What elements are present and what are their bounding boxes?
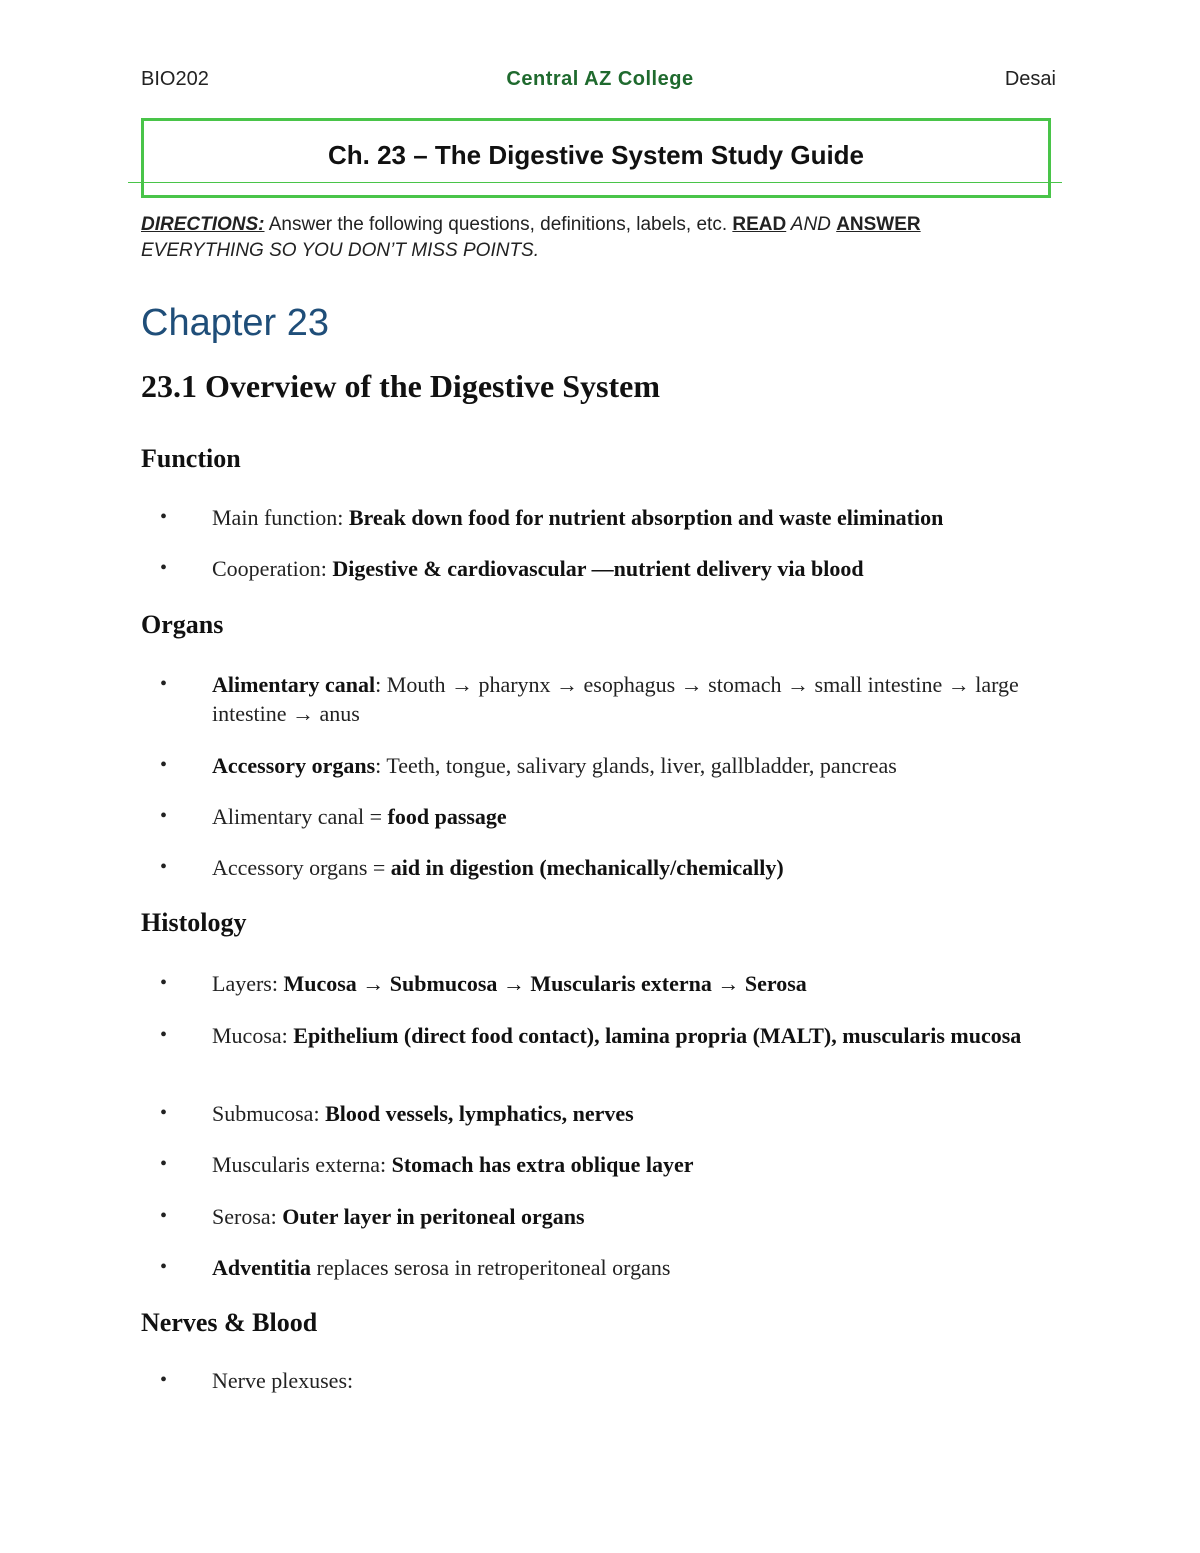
- nerves-heading: Nerves & Blood: [141, 1308, 318, 1337]
- header-instructor: Desai: [1004, 68, 1056, 90]
- organs-heading: Organs: [141, 610, 224, 639]
- function-heading: Function: [141, 444, 241, 473]
- list-item: [160, 670, 1040, 728]
- directions-label: DIRECTIONS:: [141, 214, 265, 235]
- list-item: [160, 751, 1040, 780]
- list-item: [160, 1202, 1040, 1231]
- item-term: Alimentary canal: [212, 672, 376, 697]
- header-course-code: BIO202: [141, 68, 209, 90]
- item-answer: aid in digestion (mechanically/chemically): [390, 855, 784, 880]
- item-label: Alimentary canal =: [212, 804, 388, 829]
- list-item: [160, 853, 1040, 882]
- list-item: [160, 1021, 1040, 1050]
- histology-heading: Histology: [141, 908, 247, 937]
- directions-text: Answer the following questions, definitions, labels, etc.: [264, 214, 733, 235]
- item-answer: Outer layer in peritoneal organs: [282, 1204, 585, 1229]
- item-answer: Blood vessels, lymphatics, nerves: [325, 1101, 634, 1126]
- bullet-icon: •: [160, 754, 168, 776]
- bullet-icon: •: [160, 506, 168, 528]
- item-label: Serosa:: [212, 1204, 283, 1229]
- bullet-icon: •: [160, 1369, 168, 1391]
- item-label: Submucosa:: [212, 1101, 326, 1126]
- bullet-icon: •: [160, 673, 168, 695]
- document-title: Ch. 23 – The Digestive System Study Guide: [327, 140, 865, 170]
- item-answer: Stomach has extra oblique layer: [391, 1152, 694, 1177]
- item-answer: Epithelium (direct food contact), lamina propria (MALT), muscularis mucosa: [293, 1023, 1022, 1048]
- directions-text-2: EVERYTHING SO YOU DON’T MISS POINTS.: [141, 240, 539, 261]
- item-text: : Teeth, tongue, salivary glands, liver, gallbladder, pancreas: [375, 753, 897, 778]
- item-answer: Digestive & cardiovascular —nutrient delivery via blood: [332, 556, 864, 581]
- bullet-icon: •: [160, 1256, 168, 1278]
- item-text: replaces serosa in retroperitoneal organs: [311, 1255, 671, 1280]
- directions-read: READ: [732, 214, 787, 235]
- directions: [141, 212, 1041, 264]
- item-answer: food passage: [387, 804, 507, 829]
- chapter-heading: Chapter 23: [141, 302, 330, 344]
- list-item: [160, 503, 1040, 532]
- item-label: Mucosa:: [212, 1023, 294, 1048]
- list-item: [160, 554, 1040, 583]
- item-label: Nerve plexuses:: [212, 1368, 354, 1393]
- list-item: [160, 1099, 1040, 1128]
- bullet-icon: •: [160, 972, 168, 994]
- title-divider: [128, 182, 1062, 183]
- directions-and: AND: [786, 214, 837, 235]
- section-heading: 23.1 Overview of the Digestive System: [141, 368, 660, 404]
- bullet-icon: •: [160, 1205, 168, 1227]
- list-item: [160, 1150, 1040, 1179]
- item-answer: Break down food for nutrient absorption and waste elimination: [348, 505, 944, 530]
- item-term: Adventitia: [212, 1255, 311, 1280]
- bullet-icon: •: [160, 1102, 168, 1124]
- item-answer: Mucosa → Submucosa → Muscularis externa → Serosa: [283, 971, 807, 996]
- bullet-icon: •: [160, 1153, 168, 1175]
- list-item: [160, 969, 1040, 998]
- list-item: [160, 1366, 1040, 1395]
- bullet-icon: •: [160, 805, 168, 827]
- item-label: Layers:: [212, 971, 284, 996]
- item-term: Accessory organs: [212, 753, 376, 778]
- header-college-name: Central AZ College: [506, 68, 694, 90]
- item-label: Muscularis externa:: [212, 1152, 392, 1177]
- list-item: [160, 802, 1040, 831]
- item-label: Main function:: [212, 505, 349, 530]
- item-label: Accessory organs =: [212, 855, 391, 880]
- list-item: [160, 1253, 1040, 1282]
- item-text: : Mouth → pharynx → esophagus → stomach → small intestine → large intestine → anus: [212, 672, 1019, 726]
- bullet-icon: •: [160, 557, 168, 579]
- directions-answer: ANSWER: [836, 214, 921, 235]
- bullet-icon: •: [160, 856, 168, 878]
- item-label: Cooperation:: [212, 556, 333, 581]
- bullet-icon: •: [160, 1024, 168, 1046]
